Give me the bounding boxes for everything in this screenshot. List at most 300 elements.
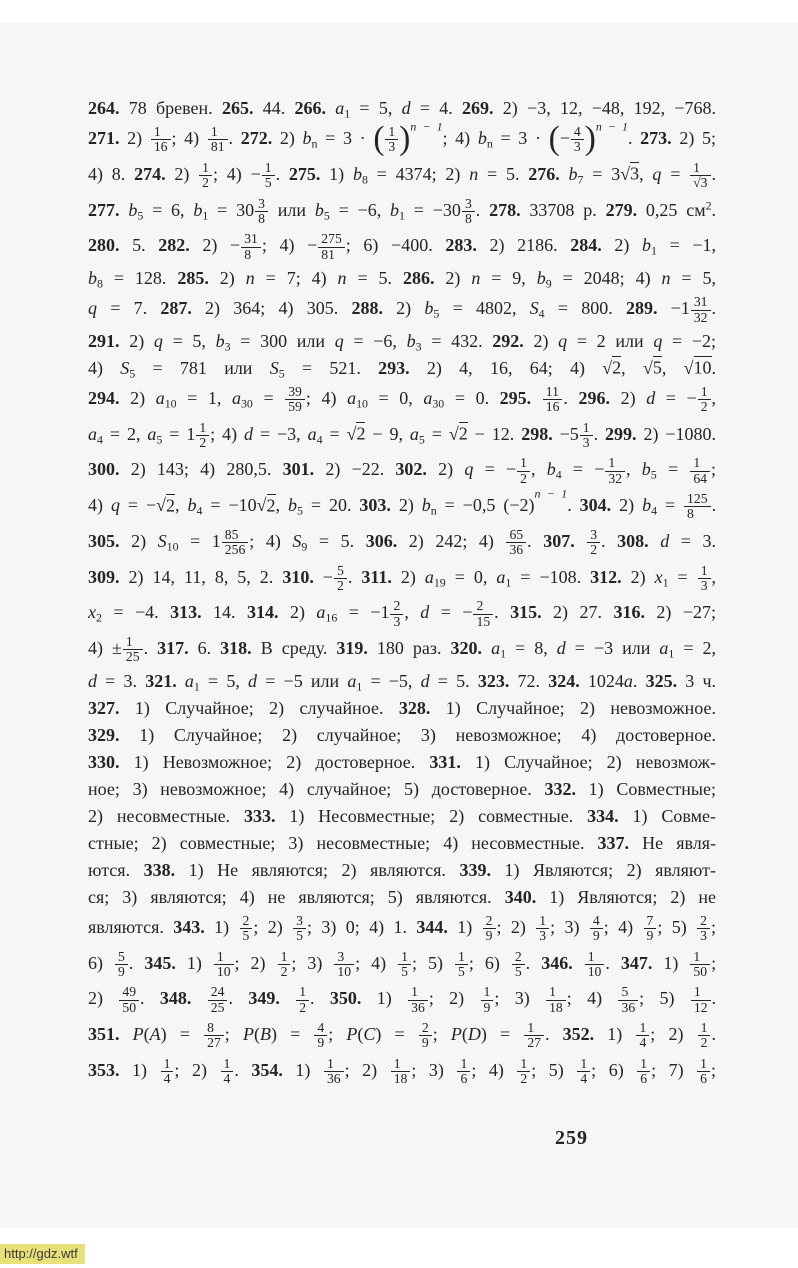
math-variable: q: [334, 330, 344, 351]
problem-number: 332.: [544, 778, 576, 799]
problem-number: 280.: [88, 235, 120, 256]
denominator: 9: [314, 1035, 327, 1050]
fraction: [292, 914, 307, 944]
radical-sign: √: [642, 357, 653, 378]
text-run: .: [711, 199, 717, 220]
problem-number: 272.: [240, 128, 273, 149]
text-run: = −5,: [362, 670, 421, 691]
text-run: = 3 ·: [317, 128, 374, 149]
open-paren: (: [373, 120, 385, 157]
fraction: [195, 421, 210, 451]
subscript: n: [486, 136, 493, 151]
text-line: [88, 776, 716, 803]
math-variable: a: [409, 423, 419, 444]
text-run: [177, 671, 185, 691]
problem-number: 346.: [541, 952, 573, 973]
text-run: = 800.: [544, 298, 626, 319]
denominator: 16: [151, 139, 171, 154]
fraction: [198, 161, 213, 191]
text-run: 2): [119, 387, 156, 408]
text-run: 2) 5;: [671, 128, 716, 149]
subscript: 16: [325, 610, 338, 625]
radicand: 2: [166, 495, 176, 516]
text-run: .: [310, 988, 330, 1009]
subscript: 30: [240, 396, 253, 411]
math-variable: A: [149, 1023, 161, 1044]
subscript: 1: [202, 208, 209, 222]
numerator: 3: [464, 195, 472, 211]
text-run: 2): [621, 566, 655, 587]
math-variable: S: [269, 357, 279, 378]
math-variable: a: [659, 638, 669, 659]
subscript: 1: [662, 574, 669, 589]
numerator: 1: [700, 562, 708, 578]
denominator: 9: [419, 1035, 432, 1050]
fraction: [407, 985, 429, 1015]
numerator: 1: [299, 984, 307, 1000]
problem-number: 283.: [445, 235, 477, 256]
text-run: = 7.: [97, 298, 161, 319]
text-line: [88, 1018, 716, 1054]
text-run: = −1: [337, 602, 390, 623]
text-run: ; 2): [234, 952, 277, 973]
text-line: [88, 911, 716, 947]
problem-number: 338.: [143, 859, 176, 880]
text-run: = 9,: [480, 268, 537, 289]
text-run: 2) 143; 4) 280,5.: [119, 459, 283, 480]
numerator: 1: [580, 1055, 588, 1071]
text-line: [88, 749, 716, 776]
text-run: .: [627, 128, 641, 149]
text-run: ; 5): [411, 952, 454, 973]
numerator: 49: [122, 984, 137, 1000]
subscript: 4: [97, 431, 103, 446]
fraction: [207, 125, 229, 155]
denominator: 5: [512, 964, 525, 979]
problem-number: 311.: [361, 566, 392, 587]
problem-number: 313.: [170, 602, 202, 623]
numerator: 2: [242, 912, 250, 928]
numerator: 1: [326, 1055, 334, 1071]
denominator: 18: [391, 1071, 411, 1086]
problem-number: 330.: [88, 751, 120, 772]
math-variable: a: [424, 566, 434, 587]
denominator: 256: [222, 542, 249, 557]
subscript: 3: [224, 339, 231, 354]
text-run: −: [313, 566, 333, 587]
text-run: = −: [429, 602, 473, 623]
text-run: ; 5): [657, 916, 697, 937]
denominator: 9: [590, 928, 603, 943]
fraction: [696, 914, 711, 944]
problem-number: 287.: [160, 298, 192, 319]
superscript: 2: [705, 198, 712, 213]
text-run: = −5 или: [257, 670, 348, 691]
denominator: 64: [690, 471, 710, 486]
text-run: ;: [711, 952, 717, 973]
math-variable: b: [642, 235, 651, 256]
subscript: 5: [278, 366, 285, 381]
fraction: [505, 528, 527, 558]
numerator: 1: [153, 124, 161, 140]
text-run: 1) Случайное; 2) случайное; 3) невозможное; 4) достоверное.: [119, 724, 716, 745]
denominator: 4: [161, 1071, 174, 1086]
text-run: = 521.: [284, 357, 379, 378]
numerator: 1: [483, 984, 491, 1000]
math-variable: b: [352, 163, 362, 184]
text-run: .: [711, 988, 717, 1009]
text-run: 33708 р.: [520, 199, 606, 220]
problem-number: 350.: [329, 988, 362, 1009]
square-root: [643, 356, 662, 378]
watermark-link[interactable]: http://gdz.wtf: [0, 1244, 85, 1264]
math-variable: b: [546, 459, 556, 480]
text-line: [88, 355, 716, 382]
text-run: ; 4): [171, 128, 207, 149]
text-run: 2) 14, 11, 8, 5, 2.: [119, 566, 283, 587]
text-line: [88, 486, 717, 525]
text-run: = 4802,: [439, 298, 530, 319]
text-run: .: [711, 163, 717, 184]
math-variable: a: [231, 387, 241, 408]
text-line: [88, 857, 716, 884]
fraction: [689, 456, 711, 486]
text-run: = 2048; 4): [551, 268, 662, 289]
text-run: = −3 или: [565, 638, 660, 659]
text-run: .: [567, 495, 580, 516]
text-run: = −0,5 (−2): [436, 495, 535, 516]
text-run: = −3,: [253, 423, 308, 444]
denominator: 9: [481, 1000, 494, 1015]
subscript: 4: [538, 306, 545, 321]
text-run: ,: [639, 163, 653, 184]
problem-number: 269.: [462, 98, 494, 118]
problem-number: 351.: [88, 1023, 120, 1044]
text-run: Не явля-: [629, 832, 717, 853]
fraction: [397, 950, 412, 980]
text-run: 1): [119, 1059, 160, 1080]
text-line: [88, 596, 716, 632]
text-run: ,: [661, 357, 684, 378]
denominator: 36: [324, 1071, 344, 1086]
fraction: [523, 1021, 545, 1051]
subscript: 3: [415, 339, 422, 354]
fraction: [576, 1057, 591, 1087]
text-run: 1) Случайное; 2) невозмож-: [460, 751, 716, 772]
text-run: 1) Несовместные; 2) совместные.: [275, 805, 588, 826]
text-run: 180 раз.: [367, 638, 451, 659]
text-run: ; 4): [471, 1059, 517, 1080]
numerator: 1: [582, 419, 590, 435]
denominator: 32: [605, 471, 625, 486]
math-variable: b: [314, 199, 324, 220]
text-run: 2) 364; 4) 305.: [191, 298, 352, 319]
square-root: [684, 356, 712, 378]
denominator: 3: [580, 435, 593, 450]
text-run: В среду.: [251, 638, 337, 659]
text-run: −: [559, 128, 570, 149]
text-run: .: [601, 530, 618, 551]
numerator: 3: [590, 526, 598, 542]
denominator: 2: [517, 471, 530, 486]
text-run: =: [252, 387, 285, 408]
problem-number: 354.: [251, 1059, 283, 1080]
radical-sign: √: [156, 495, 167, 516]
math-variable: x: [654, 566, 663, 587]
text-run: =: [661, 163, 690, 184]
subscript: 7: [577, 172, 584, 187]
math-variable: b: [424, 298, 434, 319]
text-run: 2) несовместные.: [88, 805, 244, 826]
fraction: [261, 161, 276, 191]
denominator: 8: [684, 506, 711, 521]
problem-number: 264.: [88, 98, 120, 118]
text-run: = 20.: [302, 495, 360, 516]
math-variable: b: [128, 199, 138, 220]
problem-number: 285.: [177, 268, 209, 289]
math-variable: P: [346, 1023, 358, 1044]
text-line: [88, 722, 716, 749]
math-variable: S: [120, 357, 130, 378]
problem-number: 310.: [282, 566, 314, 587]
numerator: 1: [388, 124, 396, 140]
square-root: [620, 162, 639, 184]
text-run: 1): [320, 163, 353, 184]
text-run: ются.: [88, 859, 144, 880]
text-run: ; 2): [174, 1059, 220, 1080]
text-line: [88, 695, 716, 722]
text-run: .: [140, 988, 160, 1009]
numerator: 1: [549, 984, 556, 1000]
denominator: 5: [240, 928, 253, 943]
text-run: ; 5): [531, 1059, 577, 1080]
text-run: = −: [655, 387, 697, 408]
text-run: = 8,: [506, 638, 557, 659]
fraction: [333, 564, 348, 594]
math-variable: a: [423, 387, 433, 408]
fraction: [683, 492, 712, 522]
text-run: [575, 531, 587, 551]
text-line: [88, 668, 716, 695]
text-run: =: [668, 566, 697, 587]
text-run: ,: [711, 387, 717, 408]
problem-number: 266.: [294, 98, 326, 118]
subscript: 5: [433, 306, 440, 321]
numerator: 1: [700, 1055, 707, 1071]
denominator: √3: [690, 175, 710, 190]
text-run: = 0,: [445, 566, 497, 587]
text-run: ; 2): [344, 1059, 390, 1080]
subscript: 1: [193, 679, 200, 694]
fraction: [635, 1021, 650, 1051]
text-run: .: [525, 952, 542, 973]
text-line: [88, 265, 716, 292]
problem-number: 282.: [158, 235, 190, 256]
text-run: = −6,: [329, 199, 391, 220]
problem-number: 333.: [243, 805, 276, 826]
math-variable: b: [390, 199, 400, 220]
denominator: 5: [398, 964, 411, 979]
fraction: [472, 599, 494, 629]
text-run: 1) Не являются; 2) являются.: [175, 859, 460, 880]
numerator: 5: [118, 948, 125, 964]
numerator: 4: [592, 912, 600, 928]
text-run: 2): [523, 330, 559, 351]
text-line: [88, 982, 716, 1018]
subscript: 1: [500, 646, 507, 661]
denominator: 3: [390, 614, 403, 629]
math-variable: b: [642, 495, 652, 516]
denominator: 9: [115, 964, 128, 979]
fraction: [284, 385, 306, 415]
exponent: n − 1: [534, 486, 568, 501]
radical-sign: √: [346, 423, 357, 444]
text-run: 2): [278, 602, 317, 623]
denominator: 3: [698, 578, 711, 593]
text-run: = 3 ·: [492, 128, 549, 149]
text-run: −5: [552, 423, 579, 444]
problem-number: 348.: [159, 988, 192, 1009]
problem-number: 305.: [88, 530, 120, 551]
text-run: 6.: [188, 638, 221, 659]
fraction: [516, 456, 531, 486]
math-variable: d: [248, 670, 258, 691]
text-run: 2) 4, 16, 64; 4): [409, 357, 603, 378]
denominator: 2: [587, 542, 600, 557]
text-line: [88, 382, 716, 418]
math-variable: d: [420, 602, 430, 623]
text-run: 2): [611, 495, 643, 516]
problem-number: 303.: [359, 495, 391, 516]
text-run: .: [544, 1023, 563, 1044]
text-run: .: [128, 952, 145, 973]
math-variable: b: [406, 330, 416, 351]
math-variable: q: [88, 298, 97, 319]
math-variable: d: [244, 423, 254, 444]
text-run: =: [657, 495, 684, 516]
numerator: 1: [693, 455, 701, 471]
numerator: 1: [264, 159, 272, 175]
numerator: 1: [640, 1055, 648, 1071]
text-run: =: [424, 423, 449, 444]
text-run: ) =: [270, 1023, 314, 1044]
text-run: 1): [361, 988, 408, 1009]
problem-number: 277.: [88, 199, 120, 220]
problem-number: 295.: [499, 387, 532, 408]
text-run: = 1,: [176, 387, 232, 408]
text-run: .: [632, 670, 646, 691]
close-paren: ): [584, 120, 596, 157]
text-run: 2) 242; 4): [397, 530, 506, 551]
text-run: =: [322, 423, 347, 444]
text-run: ; 2): [428, 988, 480, 1009]
text-run: 4) ±: [88, 638, 122, 659]
denominator: 8: [241, 247, 261, 262]
denominator: 9: [644, 928, 657, 943]
math-variable: a: [147, 423, 157, 444]
text-run: 2): [119, 128, 150, 149]
problem-number: 319.: [336, 638, 368, 659]
subscript: 5: [418, 431, 425, 446]
denominator: 27: [204, 1035, 224, 1050]
math-variable: a: [307, 423, 317, 444]
math-variable: n: [245, 268, 255, 289]
fraction: [122, 635, 144, 665]
denominator: 4: [221, 1071, 234, 1086]
text-run: ; 4): [305, 387, 348, 408]
text-run: = 1: [162, 423, 196, 444]
text-run: ; 2): [496, 916, 536, 937]
text-run: = −: [473, 459, 517, 480]
denominator: 3: [571, 139, 584, 154]
text-run: = 2,: [102, 423, 148, 444]
text-run: ,: [621, 357, 643, 378]
text-run: ,: [530, 459, 547, 480]
fraction: [418, 1021, 433, 1051]
numerator: 1: [587, 948, 595, 964]
text-run: 2): [165, 163, 199, 184]
math-variable: a: [88, 423, 97, 444]
text-run: ,: [711, 566, 717, 587]
math-variable: b: [88, 268, 97, 289]
text-run: = 0,: [367, 387, 424, 408]
problem-number: 293.: [378, 357, 410, 378]
math-variable: n: [337, 268, 347, 289]
numerator: 1: [216, 948, 224, 964]
math-variable: q: [652, 163, 662, 184]
radical-sign: √: [448, 423, 459, 444]
text-run: = 2 или: [567, 330, 654, 351]
text-line: [88, 632, 716, 668]
denominator: 5: [262, 175, 275, 190]
denominator: 2: [334, 578, 347, 593]
text-run: 1) Случайное; 2) невозможное.: [430, 697, 717, 718]
numerator: 5: [621, 984, 629, 1000]
problem-number: 331.: [429, 751, 461, 772]
numerator: 1: [460, 1055, 468, 1071]
fraction: [239, 914, 254, 944]
problem-number: 352.: [562, 1023, 595, 1044]
numerator: 5: [336, 562, 344, 578]
math-variable: d: [401, 98, 411, 118]
fraction: [323, 1057, 345, 1087]
numerator: 65: [509, 526, 524, 542]
text-run: ,: [275, 495, 288, 516]
problem-number: 325.: [645, 670, 678, 691]
subscript: 10: [164, 396, 177, 411]
numerator: 1: [223, 1055, 231, 1071]
numerator: 8: [207, 1019, 214, 1035]
subscript: 1: [356, 679, 363, 694]
text-run: = 7; 4): [254, 268, 338, 289]
text-run: 2) 27.: [541, 602, 614, 623]
text-run: = 3.: [669, 530, 716, 551]
text-run: 2) −22.: [314, 459, 396, 480]
text-run: ; 7): [651, 1059, 697, 1080]
fraction: [317, 232, 346, 262]
math-variable: x: [88, 602, 96, 623]
problem-number: 307.: [543, 530, 575, 551]
numerator: 7: [646, 912, 654, 928]
denominator: 2: [698, 399, 711, 414]
page-number: 259: [555, 1127, 588, 1149]
text-run: ,: [626, 459, 642, 480]
text-run: .: [143, 638, 158, 659]
numerator: 125: [687, 491, 708, 507]
fraction: [589, 914, 604, 944]
problem-number: 271.: [88, 128, 120, 149]
problem-number: 347.: [620, 952, 653, 973]
